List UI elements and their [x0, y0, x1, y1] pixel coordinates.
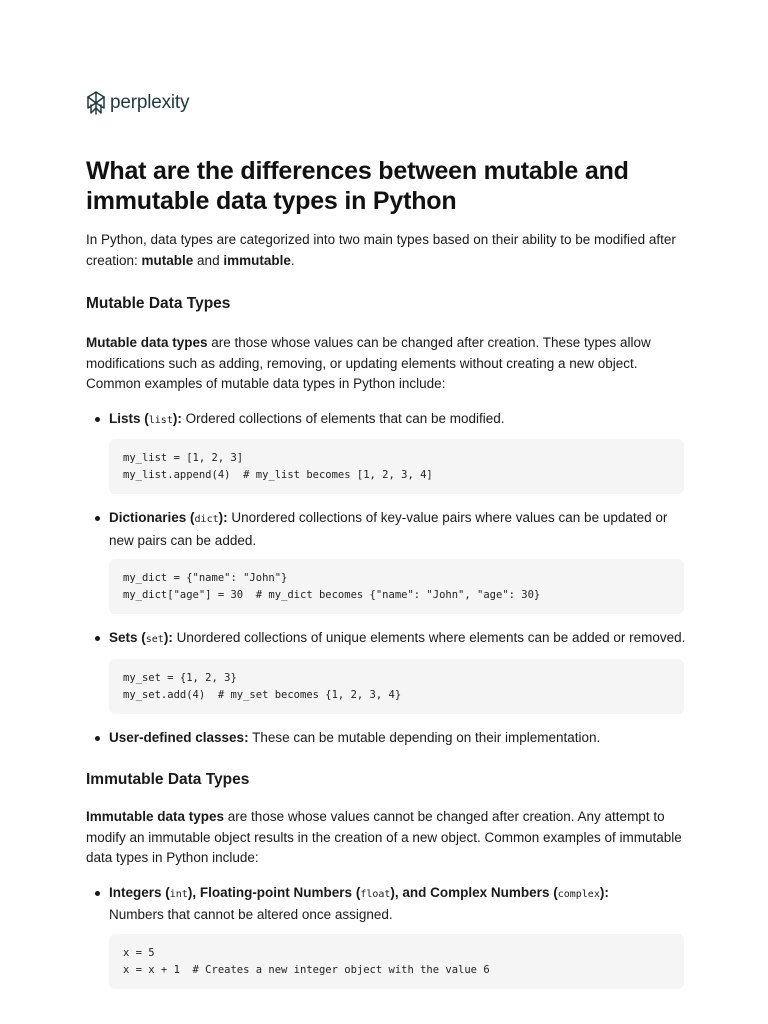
mutable-paragraph: Mutable data types are those whose values can be changed after creation. These types allow modifications such as adding, removing, or updating elements without creating a new object. Common examples of mutable data types in Python include: [86, 335, 651, 391]
mutable-list [86, 409, 686, 432]
intro-paragraph: In Python, data types are categorized into two main types based on their ability to be modified after creation: mutable and immutable. [86, 232, 676, 268]
mutable-heading: Mutable Data Types [86, 295, 231, 312]
immutable-heading: Immutable Data Types [86, 771, 250, 788]
list-item-lists: Lists (list): Ordered collections of elements that can be modified. [86, 409, 686, 432]
code-block-int[interactable]: x = 5 x = x + 1 # Creates a new integer object with the value 6 [109, 934, 684, 989]
list-item-sets: Sets (set): Unordered collections of unique elements where elements can be added or removed. [86, 628, 686, 651]
immutable-paragraph: Immutable data types are those whose values cannot be changed after creation. Any attempt to modify an immutable object results in the creation of a new object. Common examples of immutable data types in Python include: [86, 809, 682, 865]
list-item-user-defined-classes: User-defined classes: These can be mutable depending on their implementation. [86, 728, 686, 749]
article [86, 156, 686, 989]
list-item-numbers: Integers (int), Floating-point Numbers (float), and Complex Numbers (complex): Numbers that cannot be altered once assigned. [86, 883, 686, 926]
immutable-list [86, 883, 686, 926]
code-block-set[interactable]: my_set = {1, 2, 3} my_set.add(4) # my_set becomes {1, 2, 3, 4} [109, 659, 684, 714]
brand-name: perplexity [110, 92, 190, 113]
brand-logo[interactable] [86, 90, 189, 116]
perplexity-logo-icon [86, 91, 106, 115]
code-block-dict[interactable]: my_dict = {"name": "John"} my_dict["age"] = 30 # my_dict becomes {"name": "John", "age": 30} [109, 559, 684, 614]
page-title: What are the differences between mutable and immutable data types in Python [86, 157, 629, 215]
code-block-list[interactable]: my_list = [1, 2, 3] my_list.append(4) # my_list becomes [1, 2, 3, 4] [109, 439, 684, 494]
list-item-dictionaries: Dictionaries (dict): Unordered collections of key-value pairs where values can be updated or new pairs can be added. [86, 508, 686, 551]
